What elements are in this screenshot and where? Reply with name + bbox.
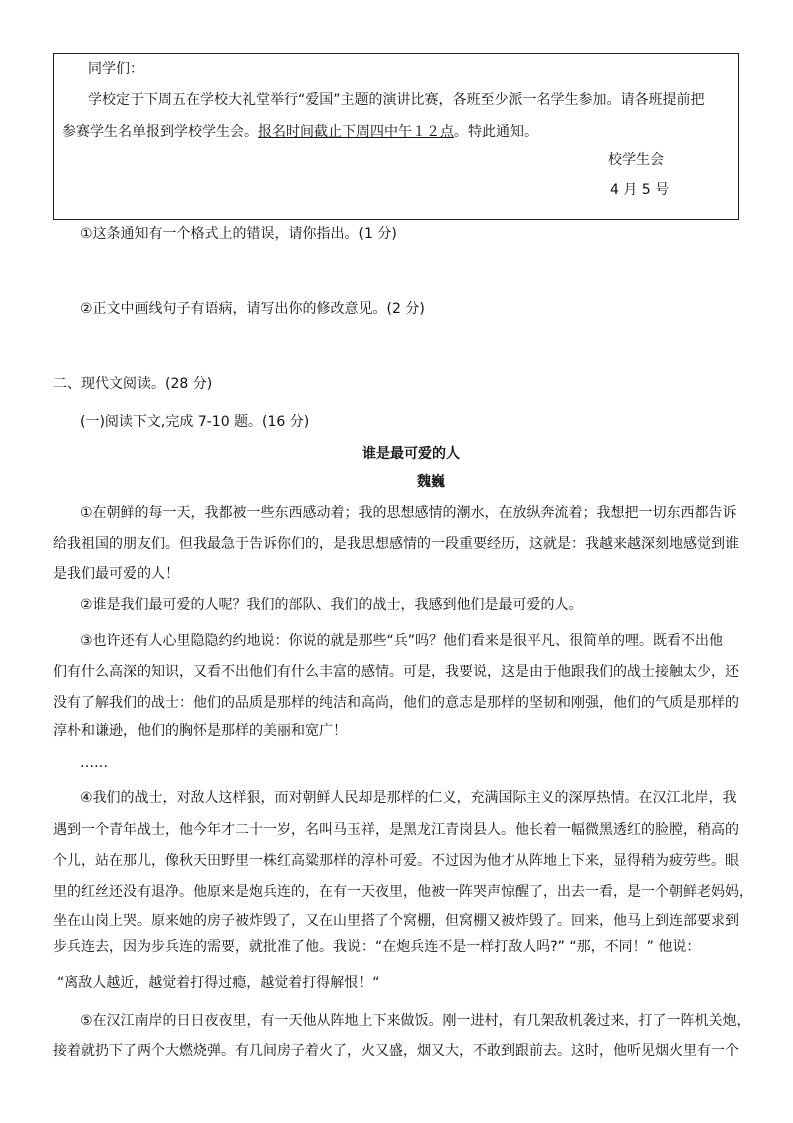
- notice-body-line2: [62, 124, 538, 141]
- notice-date: 4 月 5 号: [610, 182, 670, 198]
- article-line: 个儿，站在那儿，像秋天田野里一株红高粱那样的淳朴可爱。不过因为他才从阵地上下来，显得稍为疲劳些。眼: [53, 853, 739, 869]
- question-1: ①这条通知有一个格式上的错误，请你指出。(1 分): [80, 226, 397, 242]
- notice-body-suffix: 。特此通知。: [454, 124, 538, 140]
- article-line: 给我祖国的朋友们。但我最急于告诉你们的，是我思想感情的一段重要经历，这就是：我越来越深刻地感觉到谁: [53, 536, 739, 552]
- notice-body-prefix: 参赛学生名单报到学校学生会。: [62, 124, 258, 140]
- article-ellipsis: ……: [80, 755, 108, 771]
- article-line: ②谁是我们最可爱的人呢？我们的部队、我们的战士，我感到他们是最可爱的人。: [80, 597, 583, 613]
- question-2: ②正文中画线句子有语病，请写出你的修改意见。(2 分): [80, 301, 425, 317]
- article-line: “离敌人越近，越觉着打得过瘾，越觉着打得解恨！“: [57, 975, 380, 991]
- article-line: 淳朴和谦逊，他们的胸怀是那样的美丽和宽广！: [53, 723, 347, 739]
- article-title: 谁是最可爱的人: [362, 446, 460, 462]
- section-subheading: (一)阅读下文,完成 7-10 题。(16 分): [80, 414, 310, 430]
- article-line: ①在朝鲜的每一天，我都被一些东西感动着；我的思想感情的潮水，在放纵奔流着；我想把一切东西都告诉: [80, 505, 737, 521]
- article-line: 里的红丝还没有退净。他原来是炮兵连的，在有一天夜里，他被一阵哭声惊醒了，出去一看，是一个朝鲜老妈妈，: [53, 884, 753, 900]
- article-line: 是我们最可爱的人！: [53, 566, 179, 582]
- article-line: 坐在山岗上哭。原来她的房子被炸毁了，又在山里搭了个窝棚，但窝棚又被炸毁了。回来，他马上到连部要求到: [53, 913, 739, 929]
- article-line: 步兵连去，因为步兵连的需要，就批准了他。我说：“在炮兵连不是一样打敌人吗?” “那，不同！” 他说：: [53, 939, 701, 955]
- notice-body-line1: 学校定于下周五在学校大礼堂举行“爱国”主题的演讲比赛，各班至少派一名学生参加。请各班提前把: [88, 92, 705, 108]
- article-line: ④我们的战士，对敌人这样狠，而对朝鲜人民却是那样的仁义，充满国际主义的深厚热情。在汉江北岸，我: [80, 790, 737, 806]
- notice-greeting: 同学们：: [88, 61, 144, 77]
- article-line: 没有了解我们的战士：他们的品质是那样的纯洁和高尚，他们的意志是那样的坚韧和刚强，他们的气质是那样的: [53, 695, 739, 711]
- article-author: 魏巍: [417, 474, 445, 490]
- article-line: 们有什么高深的知识，又看不出他们有什么丰富的感情。可是，我要说，这是由于他跟我们的战士接触太少，还: [53, 664, 739, 680]
- notice-signature: 校学生会: [608, 152, 664, 168]
- article-line: 接着就扔下了两个大燃烧弹。有几间房子着火了，火又盛，烟又大，不敢到跟前去。这时，他听见烟火里有一个: [53, 1043, 739, 1059]
- notice-underlined-sentence: 报名时间截止下周四中午１２点: [258, 124, 454, 140]
- article-line: ⑤在汉江南岸的日日夜夜里，有一天他从阵地上下来做饭。刚一进村，有几架敌机袭过来，打了一阵机关炮，: [80, 1013, 751, 1029]
- section-heading: 二、现代文阅读。(28 分): [53, 376, 213, 392]
- article-line: ③也许还有人心里隐隐约约地说：你说的就是那些“兵”吗？他们看来是很平凡、很简单的哩。既看不出他: [80, 633, 724, 649]
- article-line: 遇到一个青年战士，他今年才二十一岁，名叫马玉祥，是黑龙江青岗县人。他长着一幅微黑透红的脸膛，稍高的: [53, 822, 739, 838]
